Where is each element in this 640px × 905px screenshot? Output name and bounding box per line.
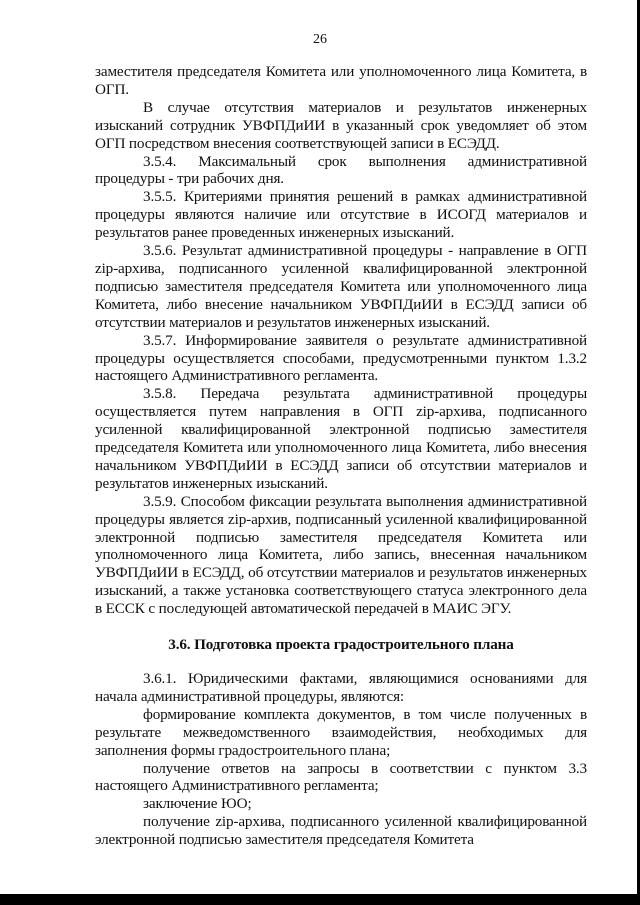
paragraph: 3.6.1. Юридическими фактами, являющимися основаниями для начала административной процедуры, являются: xyxy=(95,670,587,705)
paragraph: 3.5.5. Критериями принятия решений в рамках административной процедуры являются наличие или отсутствие в ИСОГД материалов и результатов ранее проведенных инженерных изысканий. xyxy=(95,188,587,242)
page-number: 26 xyxy=(313,32,327,47)
paragraph: 3.5.7. Информирование заявителя о результате административной процедуры осуществляется способами, предусмотренными пунктом 1.3.2 настоящего Административного регламента. xyxy=(95,331,587,385)
paragraph: формирование комплекта документов, в том числе полученных в результате межведомственного взаимодействия, необходимых для заполнения формы градостроительного плана; xyxy=(95,705,587,759)
paragraph: получение zip-архива, подписанного усиленной квалифицированной электронной подписью заместителя председателя Комитета xyxy=(95,813,587,849)
paragraph: 3.5.9. Способом фиксации результата выполнения административной процедуры является zip-архив, подписанный усиленной квалифицированной электронной подписью заместителя председателя Комитета или уполномоченного лица Комитета, либо запись, внесенная начальником УВФПДиИИ в ЕСЭДД, об отсутствии материалов и результатов инженерных изысканий, а также установка соответствующего статуса электронного дела в ЕССК с последующей автоматической передачей в МАИС ЭГУ. xyxy=(95,492,587,618)
scan-edge-bottom xyxy=(0,894,640,905)
section-heading: 3.6. Подготовка проекта градостроительного плана xyxy=(168,636,514,654)
paragraph: В случае отсутствия материалов и результатов инженерных изысканий сотрудник УВФПДиИИ в указанный срок уведомляет об этом ОГП посредством внесения соответствующей записи в ЕСЭДД. xyxy=(95,98,587,152)
document-body xyxy=(95,63,587,849)
paragraph: 3.5.6. Результат административной процедуры - направление в ОГП zip-архива, подписанного усиленной квалифицированной электронной подписью заместителя председателя Комитета или уполномоченного лица Комитета, либо внесение начальником УВФПДиИИ в ЕСЭДД записи об отсутствии материалов и результатов инженерных изысканий. xyxy=(95,242,587,331)
paragraph: получение ответов на запросы в соответствии с пунктом 3.3 настоящего Административного регламента; xyxy=(95,759,587,795)
paragraph: 3.5.4. Максимальный срок выполнения административной процедуры - три рабочих дня. xyxy=(95,152,587,188)
paragraph: заместителя председателя Комитета или уполномоченного лица Комитета, в ОГП. xyxy=(95,63,587,98)
paragraph: 3.5.8. Передача результата административной процедуры осуществляется путем направления в ОГП zip-архива, подписанного усиленной квалифицированной электронной подписью заместителя председателя Комитета или уполномоченного лица Комитета, либо внесения начальником УВФПДиИИ в ЕСЭДД записи об отсутствии материалов и результатов инженерных изысканий. xyxy=(95,385,587,492)
paragraph: заключение ЮО; xyxy=(143,795,252,813)
